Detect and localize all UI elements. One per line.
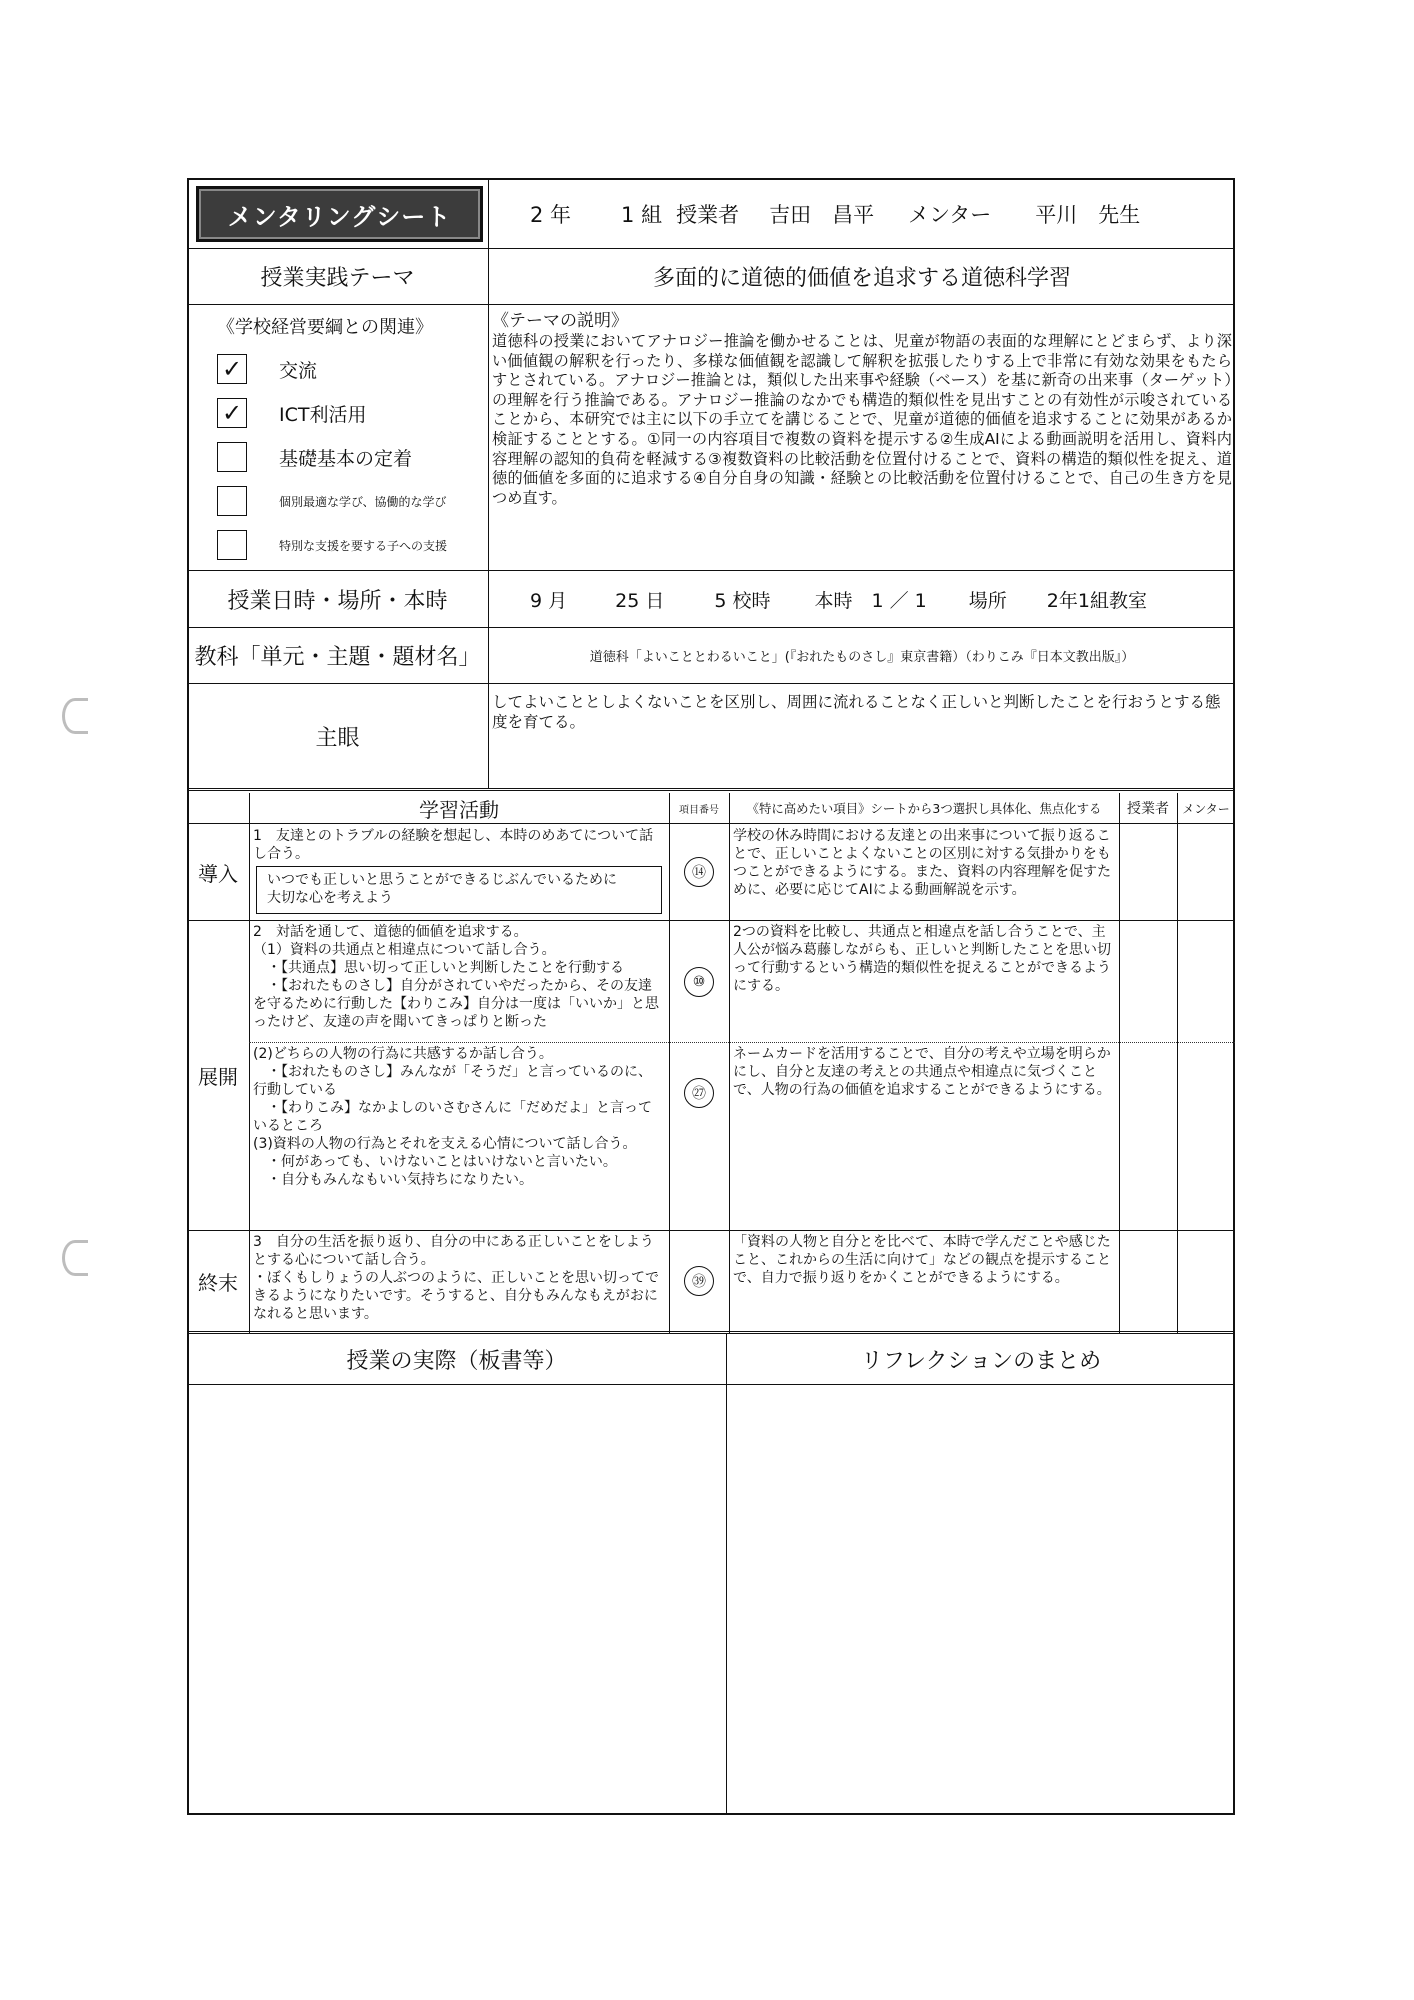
item-number-badge: ⑩ [684, 967, 714, 997]
item-number-badge: ㉗ [684, 1078, 714, 1108]
closing-number-cell [669, 1231, 729, 1331]
day: 25 日 [615, 589, 665, 612]
col-line [249, 793, 250, 1333]
relation-list [217, 347, 487, 567]
row-line-dotted [249, 1042, 1235, 1043]
stage-closing: 終末 [198, 1270, 238, 1295]
closing-focus: 「資料の人物と自分とを比べて、本時で学んだことや感じたこと、これからの生活に向けて」などの観点を提示することで、自力で振り返りをかくことができるようにする。 [733, 1234, 1111, 1286]
place: 2年1組教室 [1046, 589, 1147, 612]
dev2-activity: (2)どちらの人物の行為に共感するか話し合う。 ・【おれたものさし】みんなが「そうだ」と言っているのに、行動している ・【わりこみ】なかよしのいさむさんに「だめだよ」と言っているところ (3)資料の人物の行為とそれを支える心情について話し合う。 ・何があっても、いけないことはいけないと言いたい。 ・自分もみんなもいい気持ちになりたい。 [253, 1046, 652, 1188]
explanation-cell [492, 310, 1232, 568]
intro-number-cell [669, 824, 729, 920]
mentor-label: メンター [908, 203, 992, 227]
dev1-activity: 2 対話を通して、道徳的価値を追求する。 （1）資料の共通点と相違点について話し合う。 ・【共通点】思い切って正しいと判断したことを行動する ・【おれたものさし】自分がされていやだったから、その友達を守るために行動した【わりこみ】自分は一度は「いいか」と思ったけど、友達の声を聞いてきっぱりと断った [253, 924, 659, 1030]
intro-goal-box: いつでも正しいと思うことができるじぶんでいるために 大切な心を考えよう [256, 866, 662, 914]
col-line [1119, 793, 1120, 1333]
binder-hole-mark [62, 1240, 88, 1276]
bottom-left-title: 授業の実際（板書等） [346, 1348, 567, 1374]
checkbox-ict[interactable]: ✓ [217, 398, 247, 428]
checkbox-individual[interactable] [217, 486, 247, 516]
relation-item[interactable] [217, 435, 487, 479]
col-line [729, 793, 730, 1333]
subject-value: 道徳科「よいこととわるいこと」(『おれたものさし』東京書籍）（わりこみ『日本文教出版』） [589, 650, 1135, 665]
dev2-focus: ネームカードを活用することで、自分の考えや立場を明らかにし、自分と友達の考えとの共通点や相違点に気づくことで、人物の行為の価値を追求することができるようにする。 [733, 1046, 1111, 1098]
col-divider [488, 571, 489, 627]
stage-development: 展開 [198, 1065, 238, 1089]
datetime-label-cell [187, 571, 488, 627]
aim-value: してよいこととしよくないことを区別し、周囲に流れることなく正しいと判断したことを行おうとする態度を育てる。 [492, 693, 1221, 731]
table-top-line [187, 788, 1235, 791]
subject-label-cell [187, 628, 488, 683]
relation-item-label: ICT利活用 [279, 403, 367, 426]
theme-label-cell [187, 249, 488, 304]
relation-item[interactable] [217, 479, 487, 523]
header-teacher: 授業者 [1127, 801, 1169, 817]
relation-cell [187, 305, 488, 570]
class: 1 組 [621, 203, 663, 227]
explanation-text: 道徳科の授業においてアナロジー推論を働かせることは、児童が物語の表面的な理解にとどまらず、より深い価値観の解釈を行ったり、多様な価値観を認識して解釈を拡張したりする上で非常に有効な効果をもたらすとされている。アナロジー推論とは，類似した出来事や経験（ベース）を基に新奇の出来事（ターゲット）の理解を行う推論である。アナロジー推論のなかでも構造的類似性を見出すことの有効性が示唆されていることから、本研究では主に以下の手立てを講じることで、児童が道徳的価値を追求することに効果があるか検証することとする。①同一の内容項目で複数の資料を提示する②生成AIによる動画説明を活用し、資料内容理解の認知的負荷を軽減する③複数資料の比較活動を位置付けることで、資料の構造的類似性を捉え、道徳的価値を多面的に追求する④自分自身の知識・経験との比較活動を位置付けることで、自己の生き方を見つめ直す。 [492, 332, 1233, 507]
datetime-values [530, 571, 1147, 627]
sheet-title-box [196, 186, 483, 242]
mentor-name: 平川 先生 [1035, 203, 1141, 227]
aim-value-cell [492, 692, 1230, 732]
item-number-badge: ⑭ [684, 857, 714, 887]
checkbox-basics[interactable] [217, 442, 247, 472]
col-divider [488, 684, 489, 788]
relation-item-label: 特別な支援を要する子への支援 [279, 538, 448, 553]
binder-hole-mark [62, 698, 88, 734]
relation-item-label: 基礎基本の定着 [279, 447, 413, 470]
header-info [530, 194, 1140, 234]
header-focus: 《特に高めたい項目》シートから3つ選択し具体化、焦点化する [746, 801, 1102, 816]
theme-value: 多面的に道徳的価値を追求する道徳科学習 [652, 266, 1071, 291]
header-item-no: 項目番号 [679, 804, 719, 816]
grade: 2 年 [530, 203, 572, 227]
relation-item-label: 交流 [279, 359, 318, 382]
stage-intro: 導入 [198, 861, 238, 886]
sheet-title: メンタリングシート [227, 202, 452, 231]
col-divider [488, 305, 489, 570]
dev1-number-cell [669, 921, 729, 1042]
checkbox-support[interactable] [217, 530, 247, 560]
bottom-right-title: リフレクションのまとめ [860, 1348, 1102, 1374]
relation-item[interactable] [217, 391, 487, 435]
header-divider [488, 180, 489, 248]
place-label: 場所 [968, 589, 1007, 612]
closing-activity: 3 自分の生活を振り返り、自分の中にある正しいことをしようとする心について話し合う。 ・ぼくもしりょうの人ぶつのように、正しいことを思い切ってできるようになりたいです。そうすると、自分もみんなもえがおになれると思います。 [253, 1234, 659, 1322]
relation-heading: 《学校経営要綱との関連》 [217, 317, 433, 338]
dev1-focus: 2つの資料を比較し、共通点と相違点を話し合うことで、主人公が悩み葛藤しながらも、正しいと判断したことを思い切って行動するという構造的類似性を捉えることができるようにする。 [733, 924, 1111, 994]
teacher-name: 吉田 昌平 [769, 203, 875, 227]
relation-item-label: 個別最適な学び、協働的な学び [279, 494, 447, 509]
relation-item[interactable] [217, 523, 487, 567]
row-line [187, 1384, 1235, 1385]
item-number-badge: ㊴ [684, 1266, 714, 1296]
bottom-right-title-cell [727, 1334, 1235, 1384]
aim-label: 主眼 [315, 725, 360, 751]
board-writing-area[interactable] [188, 1386, 725, 1814]
explanation-heading: 《テーマの説明》 [492, 311, 628, 331]
teacher-label: 授業者 [676, 203, 740, 227]
subject-value-cell [489, 628, 1235, 683]
theme-label: 授業実践テーマ [260, 266, 415, 291]
datetime-label: 授業日時・場所・本時 [227, 588, 448, 614]
aim-label-cell [187, 684, 488, 788]
header-activity: 学習活動 [419, 797, 499, 822]
header-mentor: メンター [1182, 801, 1230, 816]
dev2-number-cell [669, 1043, 729, 1143]
bottom-divider [726, 1334, 727, 1815]
subject-label: 教科「単元・主題・題材名」 [194, 645, 481, 670]
honji: 本時 1 ／ 1 [814, 589, 927, 612]
bottom-left-title-cell [187, 1334, 726, 1384]
checkbox-exchange[interactable]: ✓ [217, 354, 247, 384]
theme-value-cell [489, 249, 1235, 304]
relation-item[interactable] [217, 347, 487, 391]
reflection-area[interactable] [728, 1386, 1234, 1814]
col-line [1177, 793, 1178, 1333]
intro-focus: 学校の休み時間における友達との出来事について振り返ることで、正しいことよくないことの区別に対する気掛かりをもつことができるようにする。また、資料の内容理解を促すために、必要に応じてAIによる動画解説を示す。 [733, 828, 1111, 898]
intro-activity: 1 友達とのトラブルの経験を想起し、本時のめあてについて話し合う。 [253, 828, 654, 862]
period: 5 校時 [714, 589, 771, 612]
month: 9 月 [530, 589, 568, 612]
